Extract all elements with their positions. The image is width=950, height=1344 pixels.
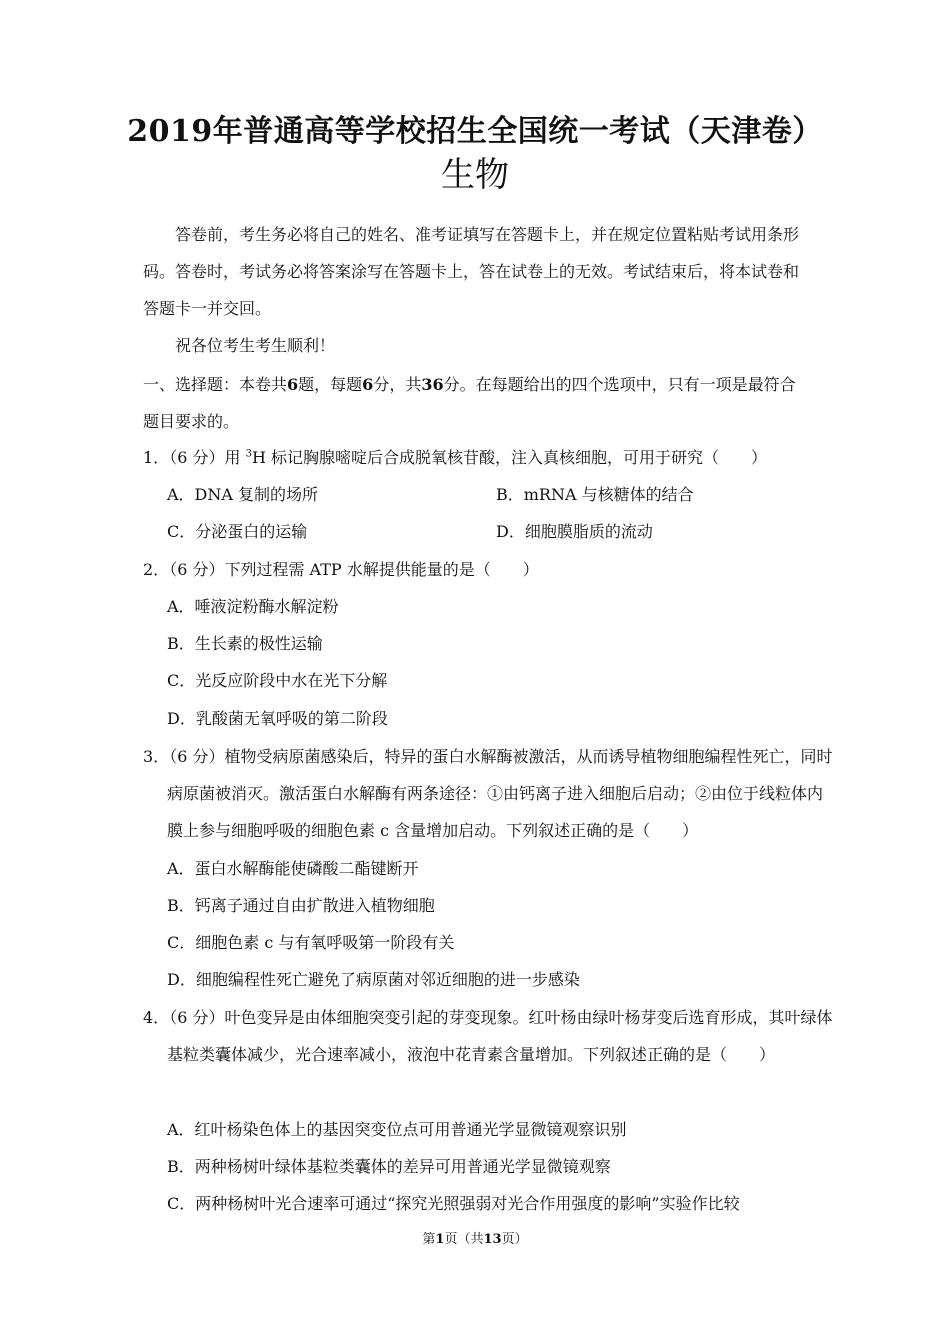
question-score: （6 分） bbox=[169, 448, 225, 467]
section-text: 一、选择题：本卷共 bbox=[143, 375, 288, 394]
question-3-option-c: C．细胞色素 c 与有氧呼吸第一阶段有关 bbox=[167, 933, 455, 952]
question-3-option-d: D．细胞编程性死亡避免了病原菌对邻近细胞的进一步感染 bbox=[167, 970, 580, 989]
question-1-option-a: A．DNA 复制的场所 bbox=[167, 485, 319, 504]
question-text: 用 bbox=[224, 448, 246, 467]
question-4-option-b: B．两种杨树叶绿体基粒类囊体的差异可用普通光学显微镜观察 bbox=[167, 1157, 611, 1176]
question-1-option-d: D．细胞膜脂质的流动 bbox=[496, 522, 653, 541]
question-number: 4． bbox=[143, 1008, 170, 1027]
question-4-option-c: C．两种杨树叶光合速率可通过“探究光照强弱对光合作用强度的影响”实验作比较 bbox=[167, 1194, 740, 1213]
question-1-option-b: B．mRNA 与核糖体的结合 bbox=[496, 485, 694, 504]
total-pages: 13 bbox=[483, 1232, 502, 1247]
wish-text: 祝各位考生考生顺利！ bbox=[175, 336, 336, 355]
question-4-stem bbox=[143, 999, 833, 1073]
question-score: （6 分） bbox=[169, 747, 225, 766]
question-2-option-c: C．光反应阶段中水在光下分解 bbox=[167, 671, 388, 690]
question-text: 叶色变异是由体细胞突变引起的芽变现象。红叶杨由绿叶杨芽变后选育形成，其叶绿体基粒类囊体减少，光合速率减小，液泡中花青素含量增加。下列叙述正确的是（ ） bbox=[167, 1008, 833, 1064]
section-text: 分。在每题给出的四个选项中，只有一项是最符合题目要求的。 bbox=[143, 375, 796, 431]
question-3-option-b: B．钙离子通过自由扩散进入植物细胞 bbox=[167, 896, 435, 915]
question-2-option-d: D．乳酸菌无氧呼吸的第二阶段 bbox=[167, 709, 388, 728]
question-1-option-c: C．分泌蛋白的运输 bbox=[167, 522, 308, 541]
question-score: （6 分） bbox=[169, 1008, 225, 1027]
footer-text: 页（共 bbox=[444, 1232, 484, 1247]
question-text: 植物受病原菌感染后，特异的蛋白水解酶被激活，从而诱导植物细胞编程性死亡，同时病原菌被消灭。激活蛋白水解酶有两条途径：①由钙离子进入细胞后启动；②由位于线粒体内膜上参与细胞呼吸的细胞色素 c 含量增加启动。下列叙述正确的是（ ） bbox=[167, 747, 833, 840]
question-score: （6 分） bbox=[169, 560, 225, 579]
question-number: 2． bbox=[143, 560, 170, 579]
section-count: 6 bbox=[287, 375, 299, 394]
page-number: 1 bbox=[435, 1232, 445, 1247]
subject-title: 生物 bbox=[441, 155, 509, 195]
question-3-option-a: A．蛋白水解酶能使磷酸二酯键断开 bbox=[167, 859, 419, 878]
question-text: 下列过程需 ATP 水解提供能量的是（ ） bbox=[224, 560, 539, 579]
section-heading bbox=[143, 366, 809, 440]
question-text: H 标记胸腺嘧啶后合成脱氧核苷酸，注入真核细胞，可用于研究（ ） bbox=[251, 448, 767, 467]
page-footer bbox=[0, 1228, 950, 1247]
exam-title: 2019年普通高等学校招生全国统一考试（天津卷） bbox=[127, 114, 823, 149]
question-number: 3． bbox=[143, 747, 170, 766]
section-total-score: 36 bbox=[421, 375, 444, 394]
section-text: 分，共 bbox=[373, 375, 422, 394]
instructions-text: 答卷前，考生务必将自己的姓名、准考证填写在答题卡上，并在规定位置粘贴考试用条形码。答卷时，考试务必将答案涂写在答题卡上，答在试卷上的无效。考试结束后，将本试卷和答题卡一并交回。 bbox=[143, 225, 800, 318]
section-each-score: 6 bbox=[362, 375, 374, 394]
question-2-option-b: B．生长素的极性运输 bbox=[167, 634, 323, 653]
question-4-option-a: A．红叶杨染色体上的基因突变位点可用普通光学显微镜观察识别 bbox=[167, 1120, 627, 1139]
question-3-stem bbox=[143, 738, 833, 849]
superscript: 3 bbox=[245, 448, 252, 460]
section-text: 题，每题 bbox=[298, 375, 363, 394]
question-number: 1． bbox=[143, 448, 170, 467]
footer-text: 页） bbox=[501, 1232, 528, 1247]
question-2-option-a: A．唾液淀粉酶水解淀粉 bbox=[167, 597, 339, 616]
footer-text: 第 bbox=[422, 1232, 436, 1247]
question-1-stem bbox=[143, 447, 767, 469]
question-2-stem bbox=[143, 559, 539, 581]
